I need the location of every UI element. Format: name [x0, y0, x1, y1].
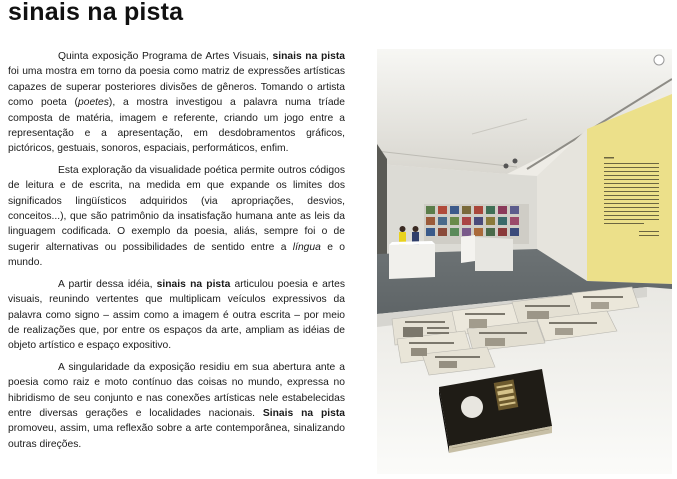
- exhibition-photo: [377, 49, 672, 474]
- emphasis-bold: sinais na pista: [272, 51, 345, 62]
- pedestal: [475, 237, 513, 271]
- text-run: foi uma mostra em torno da poesia como matriz de expressões artísticas capazes de superar posteriores divisões de gêneros. Tomando o artista como poeta (: [8, 66, 345, 109]
- book-label: [461, 396, 483, 418]
- text-run: Esta exploração da visualidade poética permite outros códigos de leitura e de escrita, na medida em que expande os limites dos significados lingüísticos adquiridos (via apropriações, desvios, conceitos...), que são patrimônio da insatisfação humana ante as leis da linguagem codificada. O exemplo da poesia, aliás, sempre foi o de sugerir alternativas ou possibilidades de sentido entre a: [8, 164, 345, 253]
- gallery-scene: [377, 49, 672, 474]
- text-run: A partir dessa idéia,: [58, 278, 157, 290]
- paragraph: [8, 163, 345, 271]
- text-run: Quinta exposição Programa de Artes Visuais,: [58, 51, 273, 62]
- spotlight-icon: [654, 55, 664, 65]
- paragraph: [8, 360, 345, 452]
- emphasis-italic: língua: [292, 241, 321, 253]
- emphasis-bold: sinais na pista: [156, 278, 231, 290]
- text-run: articulou poesia e artes visuais, reunindo vertentes que multiplicam veículos expressivos da palavra como signo – assim como a imagem é outra escrita – por meio de realizações que, por entre os espaços da arte, ampliam as idéias de objeto artístico e espaço expositivo.: [8, 278, 346, 352]
- paragraph: [8, 277, 345, 354]
- text-run: ), a mostra investigou a palavra numa tríade composta de matéria, imagem e referente, criando um jogo entre a representação e a apresentação, em desdobramentos gráficos, pictóricos, gestuais, sonoros, espaciais, performáticos, enfim.: [8, 97, 345, 155]
- emphasis-italic: poetes: [78, 97, 109, 109]
- paragraph: [8, 49, 345, 157]
- text-run: e o mundo.: [8, 241, 345, 269]
- pedestal: [461, 235, 475, 263]
- emphasis-bold: Sinais na pista: [262, 407, 345, 419]
- article-body: [8, 49, 345, 458]
- pedestal: [389, 244, 435, 279]
- text-run: promoveu, assim, uma reflexão sobre a arte contemporânea, sinalizando outras direções.: [8, 423, 345, 450]
- page-title: sinais na pista: [8, 0, 184, 26]
- text-run: A singularidade da exposição residiu em sua abertura ante a poesia como raiz e moto contínuo das coisas no mundo, expressa no hibridismo de seu conjunto e nas conexões artísticas nele estabelecidas entre diversas gerações e localidades nacionais.: [8, 361, 345, 419]
